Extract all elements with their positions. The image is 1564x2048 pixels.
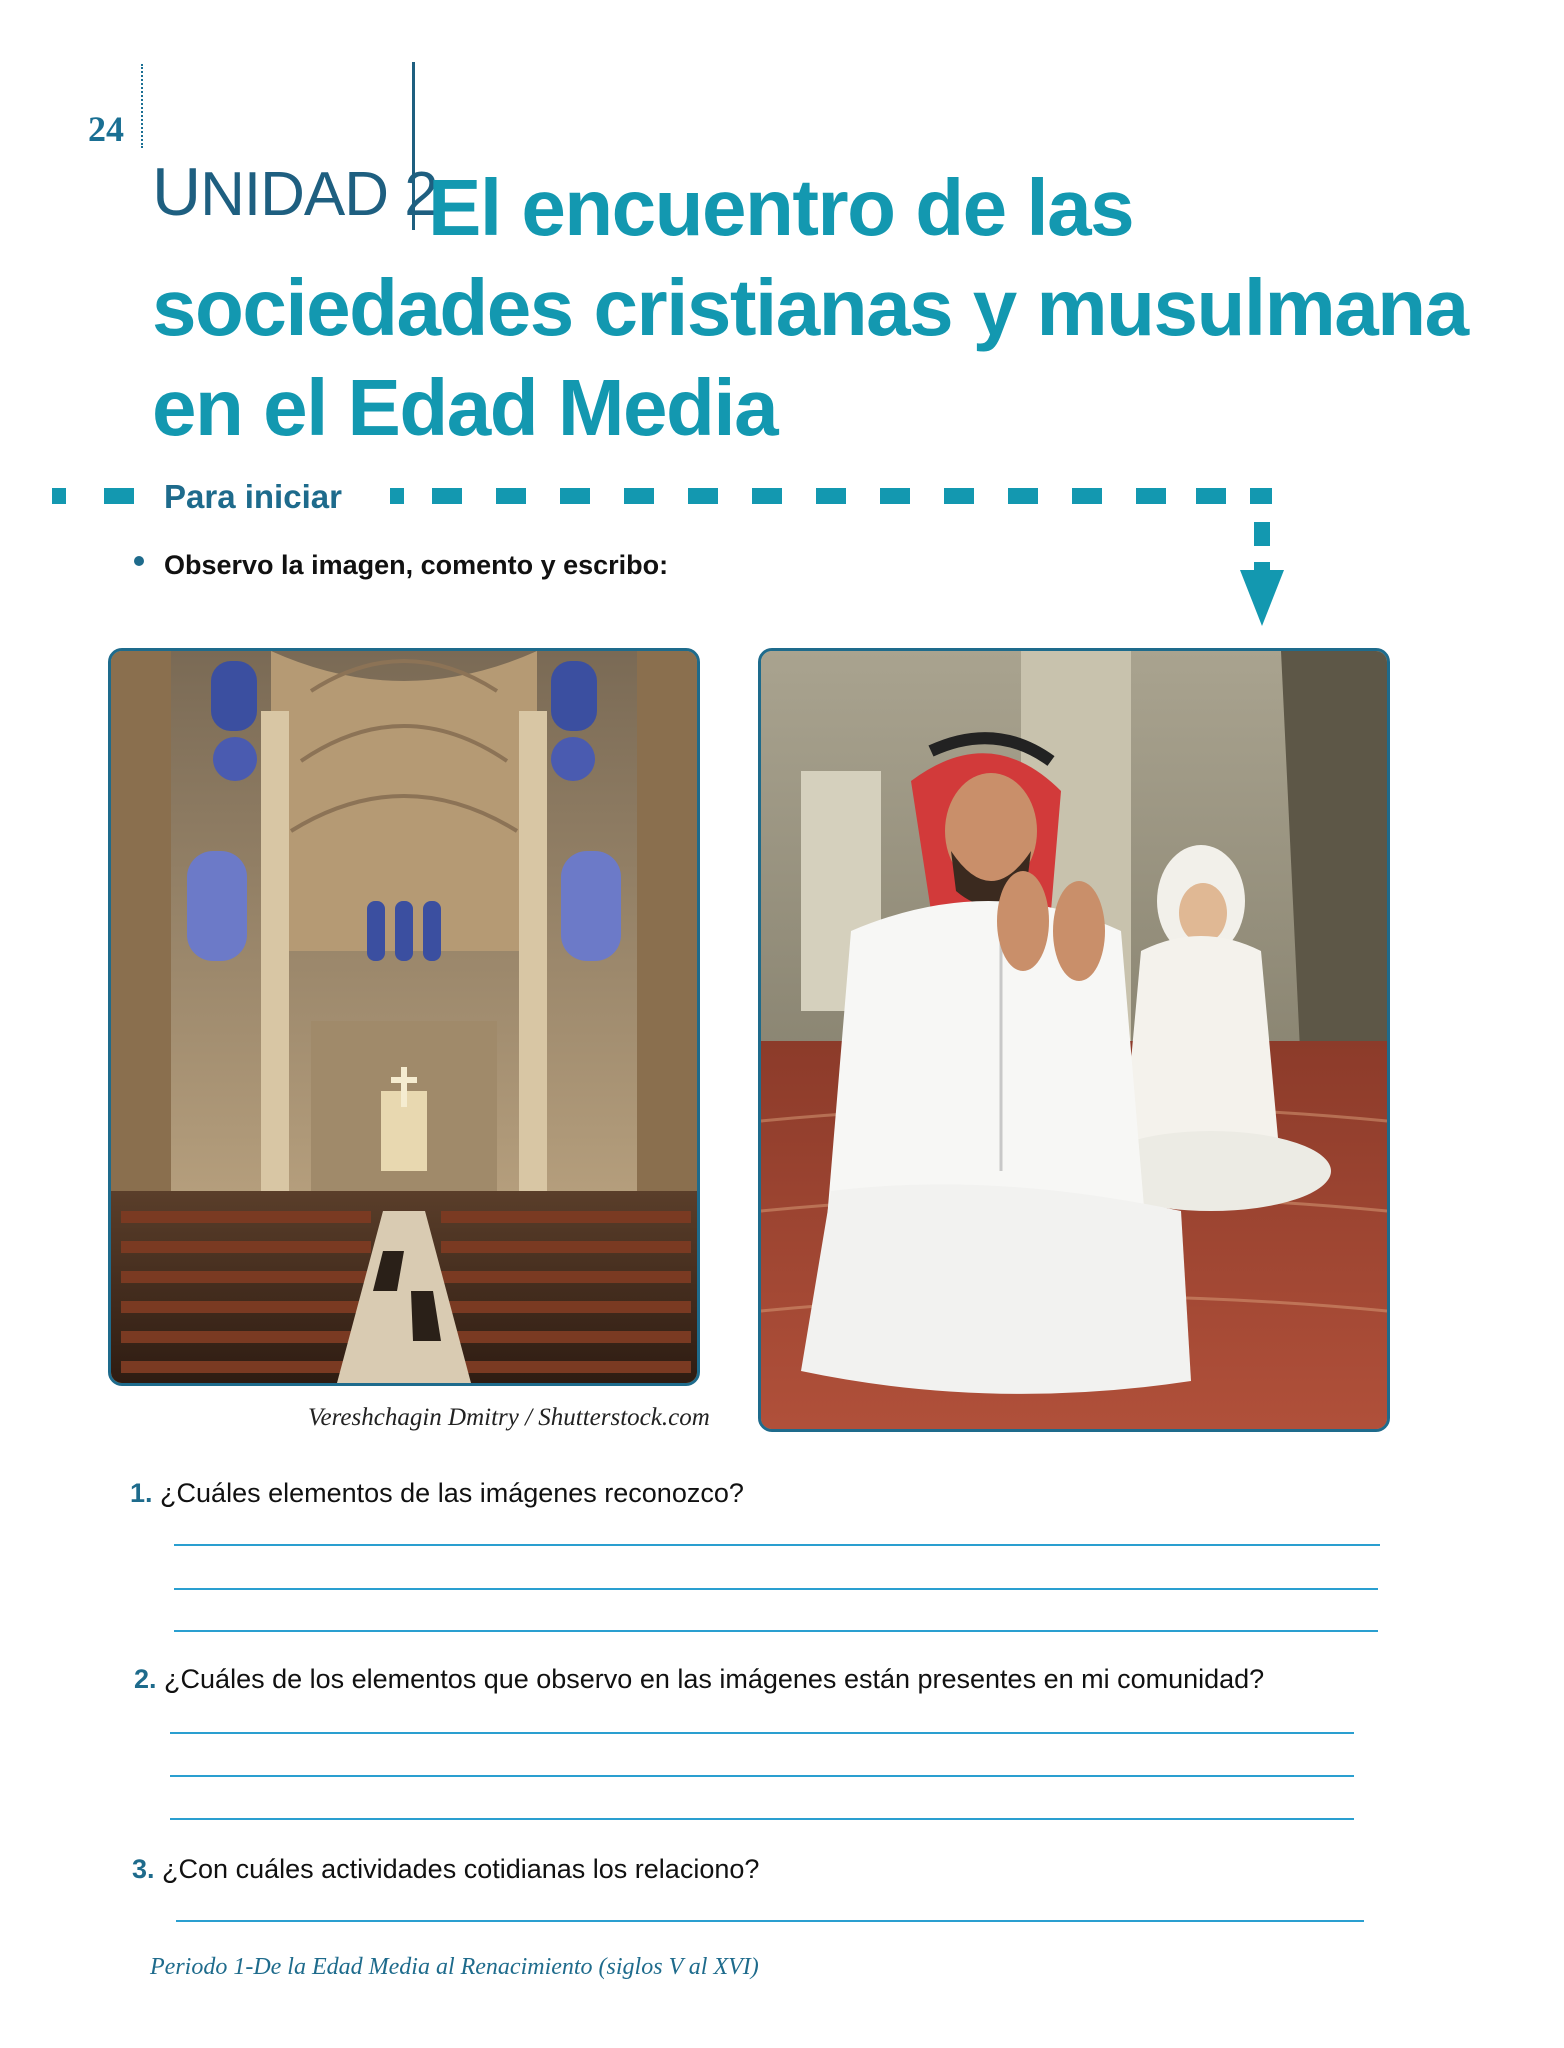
footer-period: Periodo 1-De la Edad Media al Renacimiento (siglos V al XVI)	[150, 1954, 759, 1980]
question-3-text: ¿Con cuáles actividades cotidianas los relaciono?	[162, 1854, 760, 1884]
answer-line-2b[interactable]	[170, 1775, 1354, 1777]
page-title-line-3: en el Edad Media	[152, 363, 778, 452]
page-number: 24	[88, 109, 124, 149]
question-1-text: ¿Cuáles elementos de las imágenes reconozco?	[160, 1478, 744, 1508]
instruction-text: Observo la imagen, comento y escribo:	[164, 550, 669, 580]
question-3-number: 3.	[132, 1854, 155, 1884]
photo-credit: Vereshchagin Dmitry / Shutterstock.com	[308, 1404, 710, 1431]
unit-label	[152, 154, 438, 230]
question-2-number: 2.	[134, 1664, 157, 1694]
bullet-icon	[134, 556, 144, 566]
page-title-line-2: sociedades cristianas y musulmana	[152, 263, 1468, 352]
unit-label-initial: U	[152, 154, 201, 230]
prayer-photo	[758, 648, 1390, 1432]
page-title-line-1: El encuentro de las	[428, 163, 1134, 252]
question-3	[132, 1854, 759, 1885]
question-2-text: ¿Cuáles de los elementos que observo en las imágenes están presentes en mi comunidad?	[164, 1664, 1265, 1694]
answer-line-2a[interactable]	[170, 1732, 1354, 1734]
answer-line-2c[interactable]	[170, 1818, 1354, 1820]
answer-line-1a[interactable]	[174, 1544, 1380, 1546]
answer-line-1c[interactable]	[174, 1630, 1378, 1632]
cathedral-photo	[108, 648, 700, 1386]
question-2	[134, 1664, 1264, 1695]
answer-line-1b[interactable]	[174, 1588, 1378, 1590]
page-number-divider	[141, 64, 143, 148]
unit-label-rest: NIDAD 2	[200, 160, 438, 229]
section-label: Para iniciar	[164, 478, 342, 515]
question-1	[130, 1478, 744, 1509]
answer-line-3a[interactable]	[176, 1920, 1364, 1922]
question-1-number: 1.	[130, 1478, 153, 1508]
